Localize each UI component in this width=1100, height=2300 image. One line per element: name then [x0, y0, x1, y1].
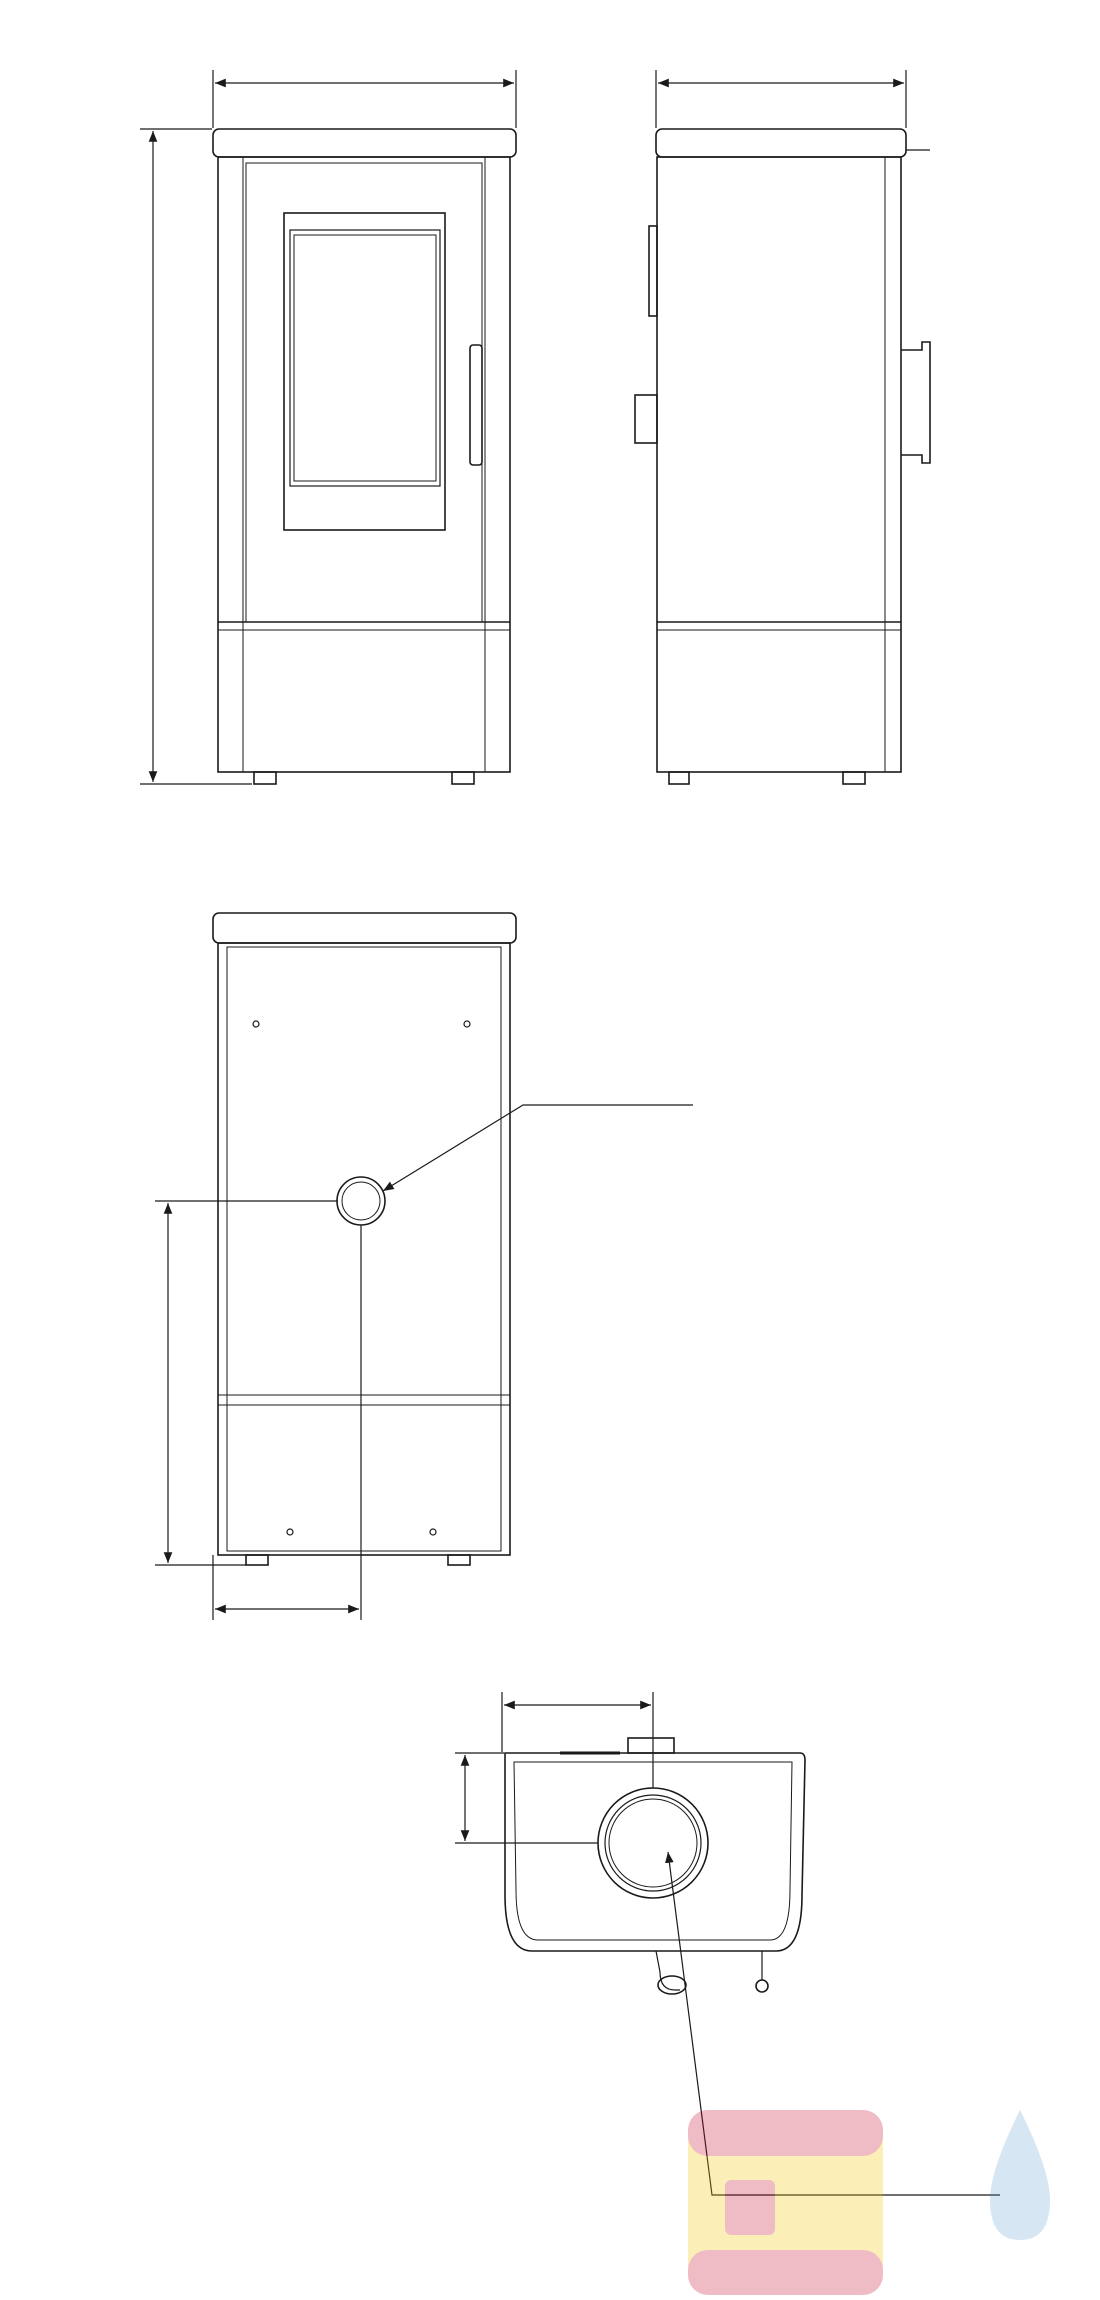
side-inlet — [635, 395, 657, 443]
foot — [246, 1555, 268, 1565]
foot — [448, 1555, 470, 1565]
rear-view — [213, 913, 516, 1565]
side-top-plate — [656, 129, 906, 157]
top-dimensions — [455, 1692, 653, 1843]
water-drop-watermark — [990, 2110, 1050, 2240]
top-rear-tab — [628, 1738, 674, 1753]
top-outline — [505, 1753, 805, 1951]
side-handle — [901, 342, 930, 463]
air-inlet-port — [337, 1177, 385, 1225]
flue-pipe-end — [658, 1976, 686, 1994]
handle — [470, 345, 482, 465]
rear-dimensions — [155, 1201, 361, 1620]
flue-exit-collar — [598, 1788, 708, 1898]
foot — [254, 772, 276, 784]
foot — [669, 772, 689, 784]
side-view — [635, 129, 930, 784]
spain-flag-watermark — [688, 2110, 883, 2295]
air-inlet-leader — [383, 1105, 693, 1191]
top-view — [505, 1738, 805, 1994]
top-knob — [756, 1980, 768, 1992]
rear-body — [218, 943, 510, 1555]
glass-panel — [290, 230, 440, 486]
side-dimensions — [656, 70, 906, 128]
front-dimensions — [140, 70, 516, 784]
side-body — [657, 157, 901, 772]
foot — [843, 772, 865, 784]
stove-body — [218, 157, 510, 772]
door — [284, 213, 445, 530]
rear-top-plate — [213, 913, 516, 943]
foot — [452, 772, 474, 784]
side-door-edge — [649, 226, 657, 316]
front-view — [213, 129, 516, 784]
top-plate — [213, 129, 516, 157]
